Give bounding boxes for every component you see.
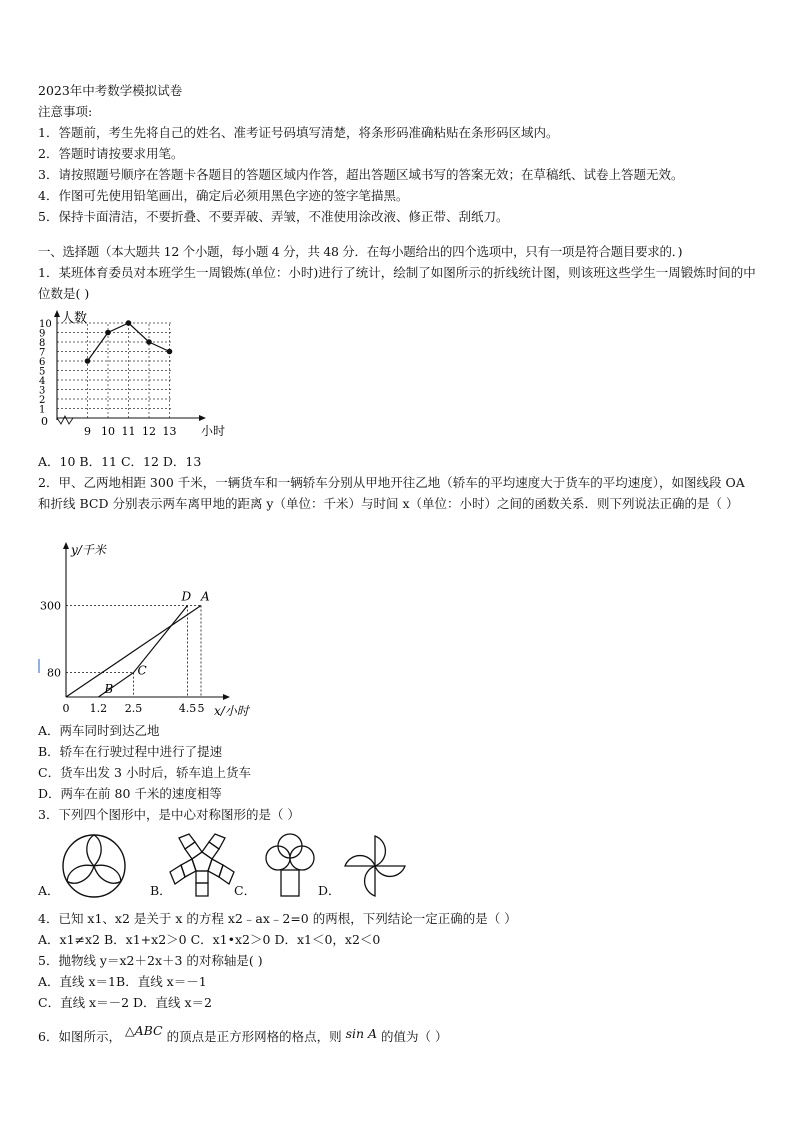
figure-label-a: A． (38, 883, 60, 898)
y-tick-label: 6 (39, 357, 46, 368)
y-axis-label: y/千米 (71, 543, 106, 557)
figure-b-pentagon-squares (167, 832, 237, 900)
x-tick-label: 10 (101, 425, 115, 438)
axis-break-mark (57, 416, 73, 424)
question-2-option-b: B．轿车在行驶过程中进行了提速 (38, 744, 223, 759)
x-tick-label: 1.2 (89, 702, 108, 715)
x-tick-label: 11 (121, 425, 136, 438)
question-2-stem: 2．甲、乙两地相距 300 千米，一辆货车和一辆轿车分别从甲地开往乙地（轿车的平均速度大于货车的平均速度），如图线段 OA 和折线 BCD 分别表示两车离甲地的距离 y（单位：千米）与时间 x（单位：小时）之间的函数关系．则下列说法正确的是（ ） (38, 475, 745, 511)
section-heading: 一、选择题（本大题共 12 个小题，每小题 4 分，共 48 分．在每小题给出的四个选项中，只有一项是符合题目要求的．) (38, 244, 683, 259)
x-tick-label: 0 (62, 702, 70, 715)
y-tick-label: 2 (39, 395, 46, 406)
question-6-stem (38, 1023, 448, 1045)
point-label: A (201, 589, 210, 604)
series-line-oa (66, 606, 201, 698)
data-point (85, 358, 91, 364)
x-axis-label: x/小时 (214, 704, 249, 718)
notice-item: 3．请按照题号顺序在答题卡各题目的答题区域内作答，超出答题区域书写的答案无效；在草稿纸、试卷上答题无效。 (38, 167, 684, 182)
y-tick-label: 300 (40, 599, 61, 613)
exam-title: 2023年中考数学模拟试卷 (38, 83, 183, 98)
x-tick-label: 4.5 (178, 702, 197, 715)
question-5-options-row-1: A．直线 x＝1B．直线 x＝－1 (38, 974, 207, 989)
x-axis-arrow (223, 694, 230, 700)
y-tick-label: 1 (39, 404, 46, 416)
notice-item: 5．保持卡面清洁，不要折叠、不要弄破、弄皱，不准使用涂改液、修正带、刮纸刀。 (38, 209, 509, 224)
question-4-options: A．x1≠x2 B．x1+x2＞0 C．x1•x2＞0 D．x1＜0，x2＜0 (38, 932, 381, 947)
notice-item: 4．作图可先使用铅笔画出，确定后必须用黑色字迹的签字笔描黑。 (38, 188, 409, 203)
y-tick-label: 10 (39, 319, 52, 330)
question-1-stem: 1．某班体育委员对本班学生一周锻炼(单位：小时)进行了统计，绘制了如图所示的折线统计图，则该班这些学生一周锻炼时间的中位数是( ) (38, 265, 756, 301)
figure-a-circle-three-petals (60, 832, 128, 900)
y-tick-label: 3 (39, 385, 46, 397)
y-tick-label: 8 (39, 338, 46, 349)
figure-c-circles-square (255, 832, 325, 900)
y-tick-label: 80 (47, 666, 61, 680)
notice-item: 2．答题时请按要求用笔。 (38, 146, 184, 161)
q6-sin-a: sin A (345, 1026, 378, 1041)
y-tick-label: 7 (39, 347, 46, 359)
y-tick-label: 9 (39, 328, 46, 340)
q1-line-chart (34, 305, 224, 440)
q6-middle: 的顶点是正方形网格的格点，则 (166, 1029, 342, 1044)
q6-triangle: △ABC (124, 1023, 163, 1038)
y-axis-arrow (54, 310, 60, 317)
x-tick-label: 5 (197, 702, 205, 715)
point-label: B (104, 682, 114, 696)
x-tick-label: 12 (142, 425, 156, 438)
data-point (167, 349, 173, 355)
figure-label-b: B． (150, 883, 172, 898)
point-label: D (181, 589, 192, 604)
question-2-option-c: C．货车出发 3 小时后，轿车追上货车 (38, 765, 251, 780)
y-tick-label: 5 (39, 366, 46, 378)
y-tick-label: 4 (39, 376, 46, 387)
x-axis-arrow (199, 415, 206, 421)
question-5-stem: 5．抛物线 y＝x2＋2x＋3 的对称轴是( ) (38, 953, 263, 968)
q6-prefix: 6．如图所示， (38, 1029, 121, 1044)
question-1-options: A．10 B．11 C．12 D．13 (38, 454, 202, 469)
y-axis-label: 人数 (61, 311, 88, 326)
y-axis-arrow (63, 542, 69, 549)
notice-item: 1．答题前，考生先将自己的姓名、准考证号码填写清楚，将条形码准确粘贴在条形码区域内。 (38, 125, 559, 140)
x-tick-label: 9 (84, 425, 91, 438)
q6-suffix: 的值为（ ） (381, 1029, 448, 1044)
question-2-option-d: D．两车在前 80 千米的速度相等 (38, 786, 222, 801)
data-point (146, 339, 152, 345)
data-point (126, 320, 132, 326)
x-tick-label: 13 (162, 425, 177, 438)
figure-label-d: D． (318, 883, 341, 898)
x-axis-label: 小时 (201, 424, 226, 438)
origin-label: 0 (41, 415, 48, 428)
question-5-options-row-2: C．直线 x＝－2 D．直线 x＝2 (38, 995, 213, 1010)
question-3-stem: 3．下列四个图形中，是中心对称图形的是（ ） (38, 807, 300, 822)
x-tick-label: 2.5 (124, 702, 143, 715)
question-4-stem: 4．已知 x1、x2 是关于 x 的方程 x2﹣ax﹣2=0 的两根，下列结论一定正确的是（ ） (38, 911, 517, 926)
point-label: C (137, 663, 147, 678)
figure-d-pinwheel (340, 832, 410, 900)
q2-distance-time-graph (36, 540, 266, 720)
figure-label-c: C． (234, 883, 257, 898)
question-2-option-a: A．两车同时到达乙地 (38, 723, 160, 738)
data-point (105, 330, 111, 336)
notice-heading: 注意事项: (38, 104, 93, 119)
